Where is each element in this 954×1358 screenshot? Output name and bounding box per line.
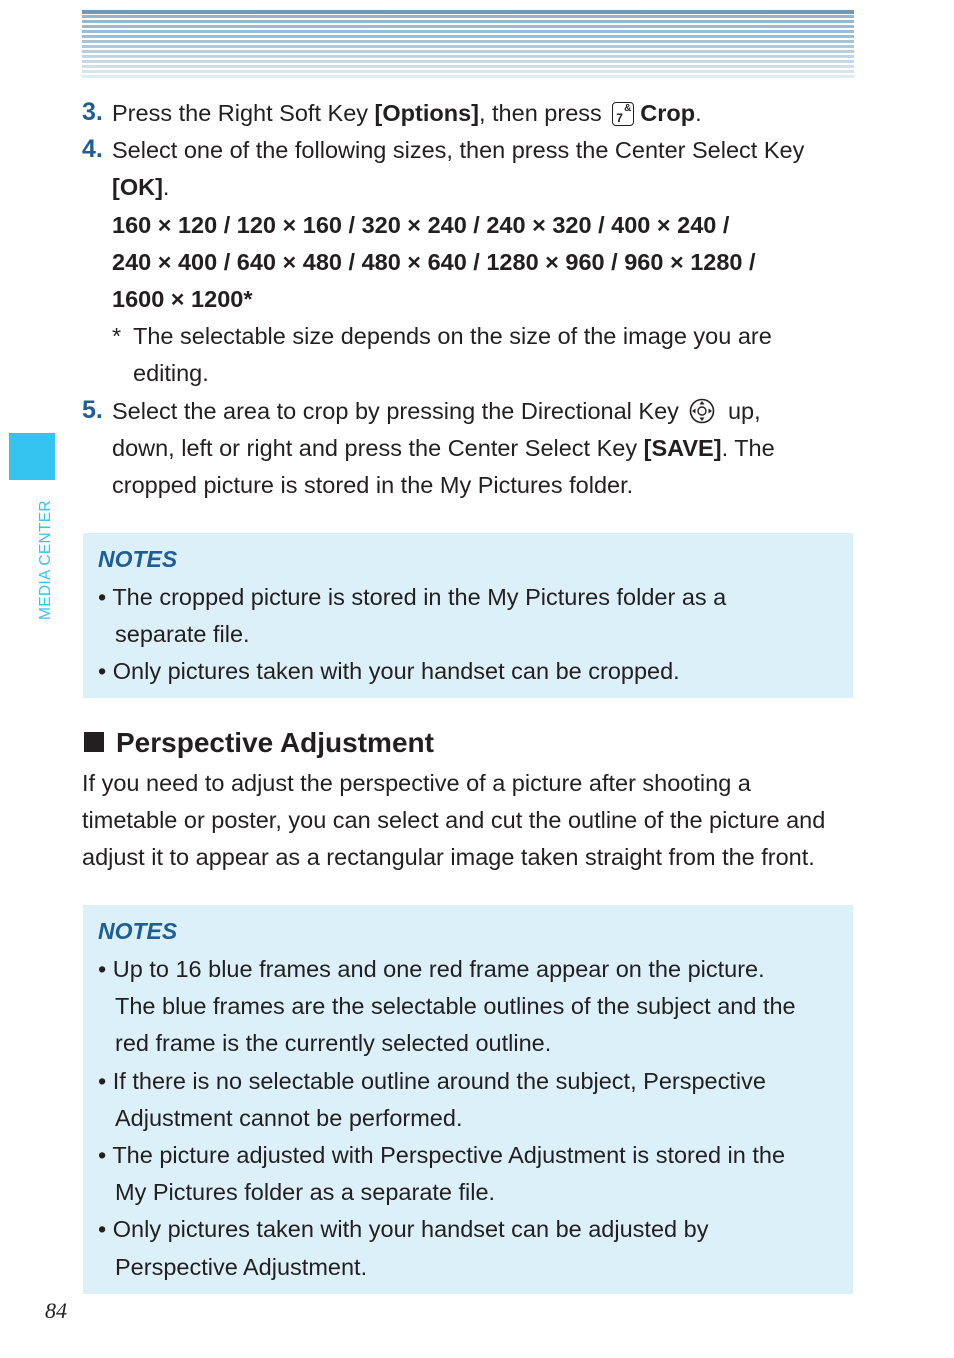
notes-title: NOTES bbox=[98, 918, 178, 944]
step-5-line-3: cropped picture is stored in the My Pictures folder. bbox=[112, 472, 634, 498]
step-4-line-2: [OK]. bbox=[112, 174, 170, 200]
section-tab-label: MEDIA CENTER bbox=[37, 500, 54, 620]
step-4-number: 4. bbox=[82, 135, 103, 163]
notes-line: • Only pictures taken with your handset can be cropped. bbox=[98, 658, 680, 684]
notes-line: separate file. bbox=[115, 621, 250, 647]
size-list-line-2: 240 × 400 / 640 × 480 / 480 × 640 / 1280 × 960 / 960 × 1280 / bbox=[112, 249, 756, 275]
notes-line: red frame is the currently selected outline. bbox=[115, 1030, 552, 1056]
save-key-label: [SAVE] bbox=[643, 435, 722, 461]
notes-line: • If there is no selectable outline around the subject, Perspective bbox=[98, 1068, 766, 1094]
section-paragraph-line: If you need to adjust the perspective of a picture after shooting a bbox=[82, 770, 751, 796]
step-3-number: 3. bbox=[82, 98, 103, 126]
step-5-line-1: Select the area to crop by pressing the Directional Key up, bbox=[112, 398, 761, 424]
footnote-line-2: editing. bbox=[133, 360, 209, 386]
notes-line: • The picture adjusted with Perspective Adjustment is stored in the bbox=[98, 1142, 786, 1168]
section-tab-marker bbox=[9, 433, 55, 480]
notes-line: Perspective Adjustment. bbox=[115, 1254, 368, 1280]
step-5-number: 5. bbox=[82, 396, 103, 424]
step-5-line-2: down, left or right and press the Center Select Key [SAVE]. The bbox=[112, 435, 775, 461]
notes-line: • The cropped picture is stored in the My Pictures folder as a bbox=[98, 584, 727, 610]
notes-box-perspective bbox=[83, 905, 853, 1294]
notes-line: My Pictures folder as a separate file. bbox=[115, 1179, 496, 1205]
notes-line: • Up to 16 blue frames and one red frame appear on the picture. bbox=[98, 956, 765, 982]
notes-title: NOTES bbox=[98, 546, 178, 572]
directional-key-icon bbox=[689, 398, 715, 424]
section-bullet-square bbox=[84, 732, 104, 752]
step-4-line-1: Select one of the following sizes, then press the Center Select Key bbox=[112, 137, 805, 163]
crop-item-label: Crop bbox=[640, 100, 696, 126]
section-paragraph-line: adjust it to appear as a rectangular image taken straight from the front. bbox=[82, 844, 815, 870]
header-decoration bbox=[82, 10, 854, 78]
size-list-line-3: 1600 × 1200* bbox=[112, 286, 253, 312]
page-number: 84 bbox=[45, 1298, 67, 1323]
footnote-mark: * bbox=[112, 323, 122, 349]
options-key-label: [Options] bbox=[374, 100, 479, 126]
key-7-icon: 7 & bbox=[612, 102, 634, 126]
size-list-line-1: 160 × 120 / 120 × 160 / 320 × 240 / 240 × 320 / 400 × 240 / bbox=[112, 212, 730, 238]
notes-line: Adjustment cannot be performed. bbox=[115, 1105, 463, 1131]
section-heading: Perspective Adjustment bbox=[84, 727, 434, 759]
section-paragraph-line: timetable or poster, you can select and cut the outline of the picture and bbox=[82, 807, 826, 833]
notes-box-crop bbox=[83, 533, 853, 698]
notes-line: The blue frames are the selectable outlines of the subject and the bbox=[115, 993, 796, 1019]
notes-line: • Only pictures taken with your handset can be adjusted by bbox=[98, 1216, 709, 1242]
footnote-line-1: The selectable size depends on the size of the image you are bbox=[133, 323, 772, 349]
ok-key-label: [OK] bbox=[112, 174, 163, 200]
step-3-text: Press the Right Soft Key [Options], then press 7 & Crop. bbox=[112, 100, 702, 126]
